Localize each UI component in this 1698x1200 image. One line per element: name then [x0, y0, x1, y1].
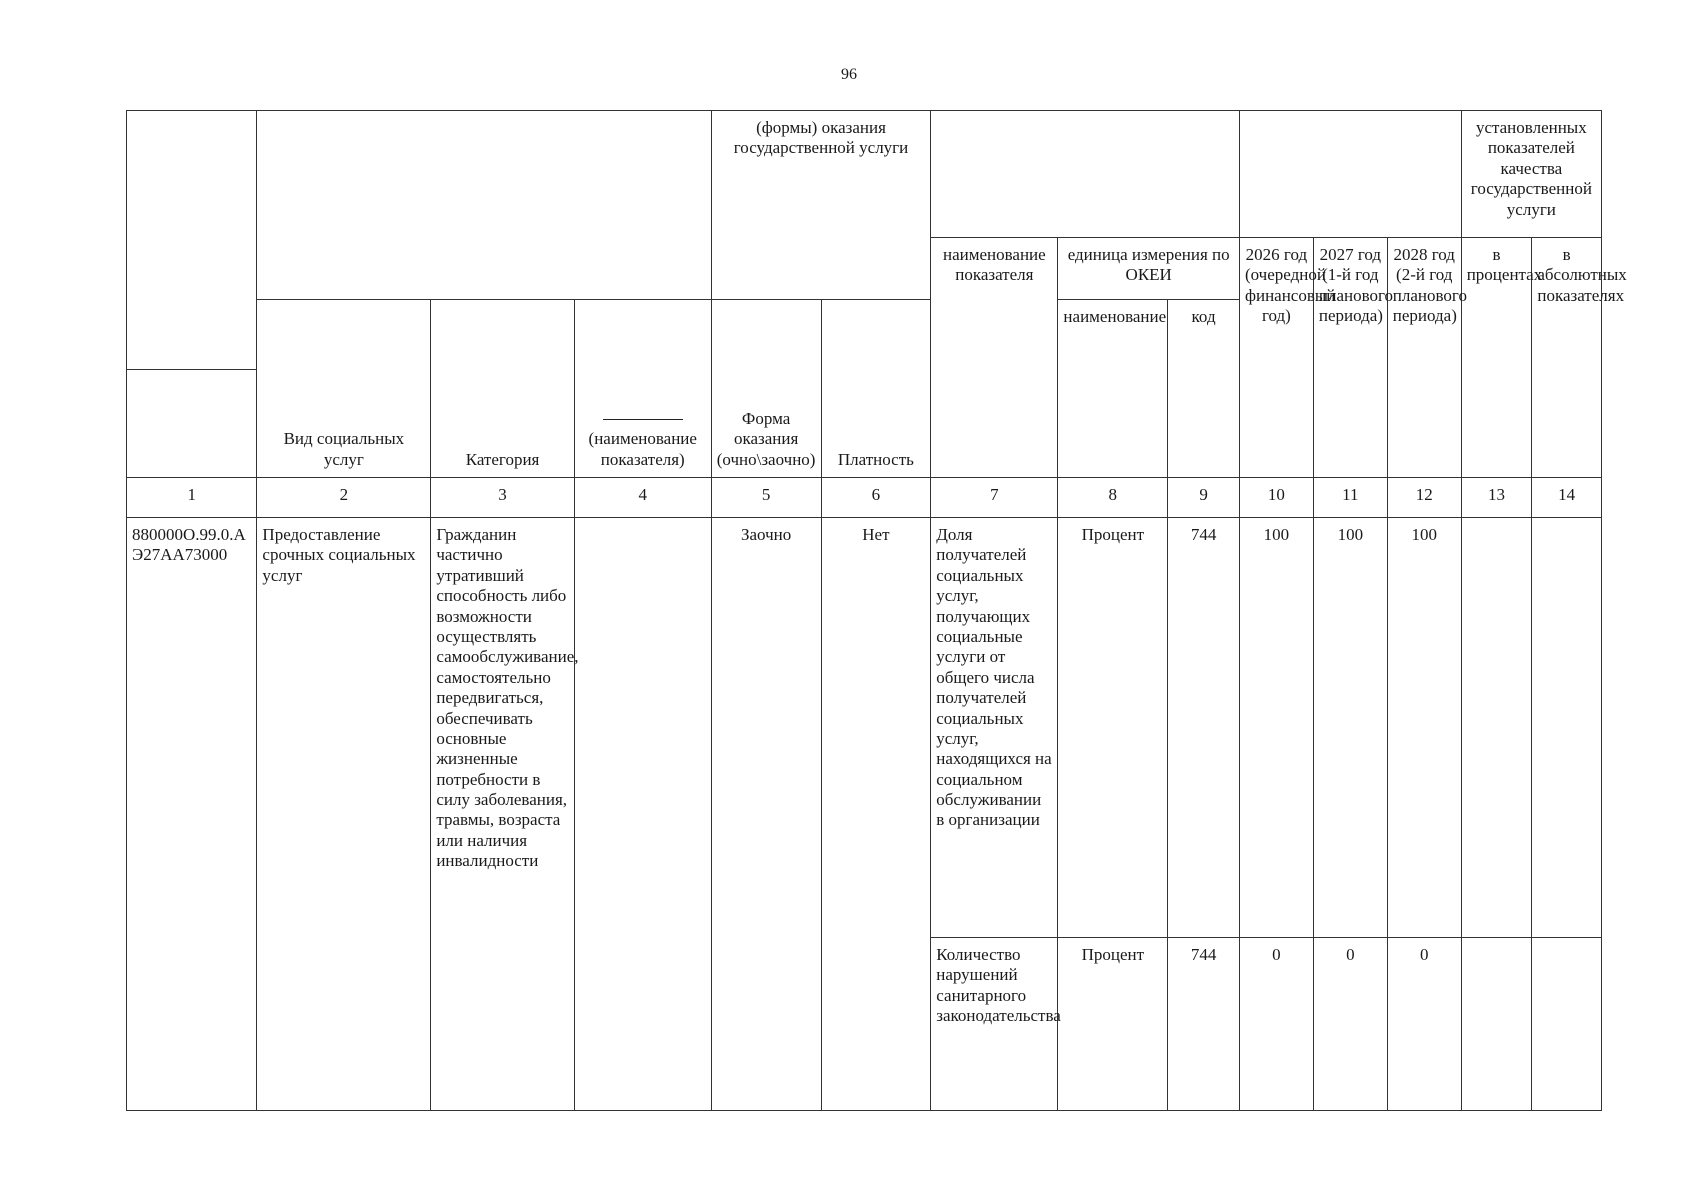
- column-number: 1: [127, 478, 257, 518]
- column-number: 14: [1532, 478, 1602, 518]
- header-unit-name: наименование: [1058, 300, 1168, 478]
- indicator-code: 744: [1168, 938, 1240, 1111]
- header-category: Категория: [431, 300, 574, 478]
- header-col1-blank-lower: [127, 370, 257, 478]
- header-established-quality: установленных показателей качества государственной услуги: [1461, 111, 1601, 238]
- table-row: [127, 518, 1602, 938]
- column-number: 11: [1313, 478, 1387, 518]
- indicator-value-2026: 0: [1239, 938, 1313, 1111]
- header-content-group-blank: [257, 111, 711, 300]
- header-service-type: Вид социальных услуг: [257, 300, 431, 478]
- column-number: 9: [1168, 478, 1240, 518]
- indicator-unit: Процент: [1058, 938, 1168, 1111]
- indicator-name: Количество нарушений санитарного законодательства: [931, 938, 1058, 1111]
- column-number: 7: [931, 478, 1058, 518]
- service-type: Предоставление срочных социальных услуг: [257, 518, 431, 1111]
- header-values-group-blank: [1239, 111, 1461, 238]
- header-indicator-group-blank: [931, 111, 1240, 238]
- indicator-deviation-percent: [1461, 938, 1532, 1111]
- column-number: 6: [821, 478, 931, 518]
- column-numbers-row: [127, 478, 1602, 518]
- header-indicator-name: наименование показателя: [931, 238, 1058, 478]
- header-col1-blank: [127, 111, 257, 370]
- quality-indicators-table: [126, 110, 1627, 1111]
- header-year-2027: 2027 год (1-й год планового периода): [1313, 238, 1387, 478]
- indicator-value-2027: 100: [1313, 518, 1387, 938]
- indicator-value-2028: 100: [1387, 518, 1461, 938]
- indicator-value-2028: 0: [1387, 938, 1461, 1111]
- indicator-name: Доля получателей социальных услуг, получающих социальные услуги от общего числа получателей социальных услуг, находящихся на социальном обслуживании в организации: [931, 518, 1058, 938]
- header-indicator-name-col4-text: (наименование показателя): [588, 429, 697, 469]
- col4-value: [574, 518, 711, 1111]
- header-indicator-name-col4: [574, 300, 711, 478]
- column-number: 10: [1239, 478, 1313, 518]
- column-number: 4: [574, 478, 711, 518]
- payment: Нет: [821, 518, 931, 1111]
- header-unit-code: код: [1168, 300, 1240, 478]
- column-number: 2: [257, 478, 431, 518]
- page-number: 96: [841, 66, 857, 83]
- registry-number: 880000О.99.0.АЭ27АА73000: [127, 518, 257, 1111]
- header-year-2026: 2026 год (очередной финансовый год): [1239, 238, 1313, 478]
- indicator-value-2027: 0: [1313, 938, 1387, 1111]
- recipient-category: Гражданин частично утративший способность либо возможности осуществлять самообслуживание, самостоятельно передвигаться, обеспечивать основные жизненные потребности в силу заболевания, травмы, возраста или наличия инвалидности: [431, 518, 574, 1111]
- delivery-form: Заочно: [711, 518, 821, 1111]
- header-row-1: [127, 111, 1602, 238]
- column-number: 5: [711, 478, 821, 518]
- header-payment: Платность: [821, 300, 931, 478]
- indicator-unit: Процент: [1058, 518, 1168, 938]
- indicator-deviation-absolute: [1532, 938, 1602, 1111]
- header-year-2028: 2028 год (2-й год планового периода): [1387, 238, 1461, 478]
- indicator-deviation-absolute: [1532, 518, 1602, 938]
- column-number: 12: [1387, 478, 1461, 518]
- indicator-deviation-percent: [1461, 518, 1532, 938]
- column-number: 8: [1058, 478, 1168, 518]
- column-number: 3: [431, 478, 574, 518]
- header-forms-of-service: (формы) оказания государственной услуги: [711, 111, 931, 300]
- header-unit-okei: единица измерения по ОКЕИ: [1058, 238, 1240, 300]
- indicator-value-2026: 100: [1239, 518, 1313, 938]
- header-in-percent: в процентах: [1461, 238, 1532, 478]
- header-in-absolute: в абсолютных показателях: [1532, 238, 1602, 478]
- blank-line: [603, 419, 683, 420]
- indicator-code: 744: [1168, 518, 1240, 938]
- column-number: 13: [1461, 478, 1532, 518]
- header-delivery-form: Форма оказания (очно\заочно): [711, 300, 821, 478]
